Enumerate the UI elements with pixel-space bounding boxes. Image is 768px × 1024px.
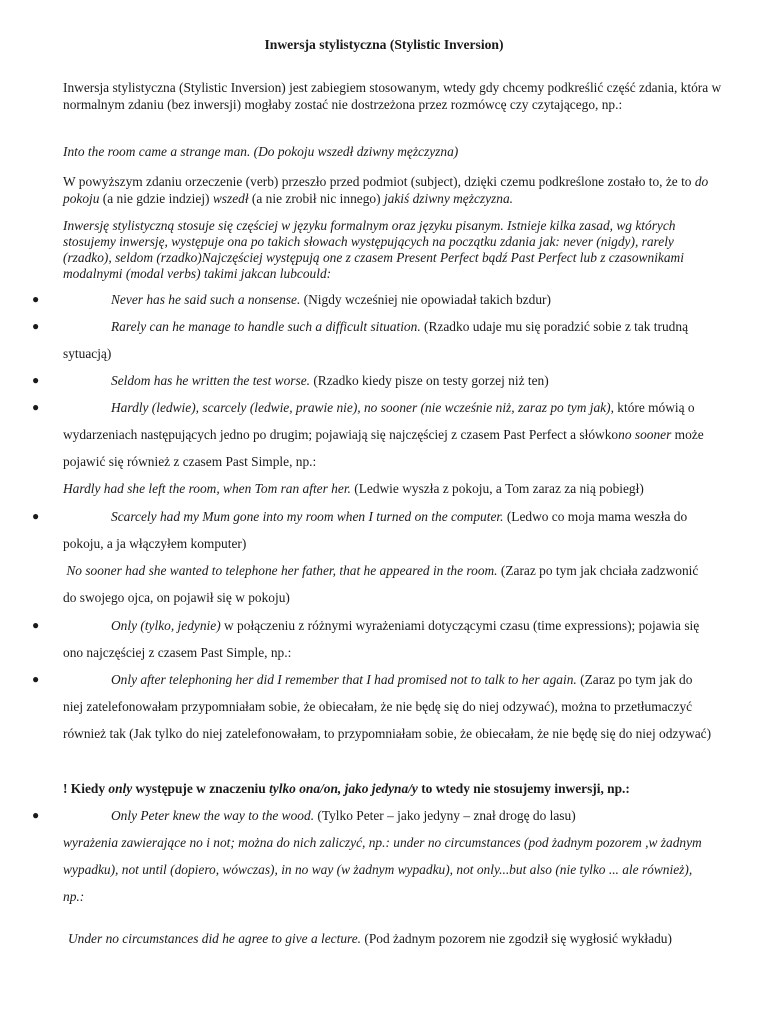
note-keyword: only: [108, 781, 133, 796]
intro-paragraph: Inwersja stylistyczna (Stylistic Inversion) jest zabiegiem stosowanym, wtedy gdy chcemy podkreślić część zdania, która w normalnym zdaniu (bez inwersji) mogłaby zostać nie dostrzeżona przez rozmówcę czy czytającego, np.:: [63, 80, 722, 112]
example-sentence: [63, 143, 723, 160]
list-item-example: Scarcely had my Mum gone into my room when I turned on the computer.: [111, 509, 504, 524]
list-item-keywords: Hardly (ledwie), scarcely (ledwie, prawie nie), no sooner (nie wcześnie niż, zaraz po tym jak): [111, 400, 611, 415]
list-item-translation: (Nigdy wcześniej nie opowiadał takich bzdur): [300, 292, 551, 307]
expl-italic-1: do pokoju: [63, 174, 709, 206]
list-item-example: Only Peter knew the way to the wood.: [111, 808, 315, 823]
bullet-dot: ●: [32, 808, 40, 822]
list-item-example-2: No sooner had she wanted to telephone her father, that he appeared in the room.: [66, 563, 498, 578]
example-text: Into the room came a strange man. (Do pokoju wszedł dziwny mężczyzna): [63, 144, 459, 159]
list-item-example: Never has he said such a nonsense.: [111, 292, 301, 307]
list-item-text: , które mówią o wydarzeniach następujących jedno po drugim; pojawiają się najczęściej z czasem Past Perfect a słówko: [63, 400, 695, 442]
list-item-translation: (Tylko Peter – jako jedyny – znał drogę do lasu): [314, 808, 576, 823]
expl-text-3: (a nie zrobił nic innego): [248, 191, 384, 206]
list-item-translation: (Ledwo co moja mama weszła do pokoju, a ja włączyłem komputer): [63, 509, 688, 551]
note-meaning: tylko ona/on, jako jedyna/y: [269, 781, 418, 796]
expl-text-1: W powyższym zdaniu orzeczenie (verb) przeszło przed podmiot (subject), dzięki czemu podkreślone zostało to, że to: [63, 174, 695, 189]
list-item-example: Hardly had she left the room, when Tom ran after her.: [63, 481, 351, 496]
list-item-example: Rarely can he manage to handle such a difficult situation.: [111, 319, 421, 334]
list-item-example: Only after telephoning her did I remember that I had promised not to talk to her again.: [111, 672, 577, 687]
bullet-dot: ●: [32, 373, 40, 387]
explanation-paragraph: [63, 173, 723, 207]
list-item-text: w połączeniu z różnymi wyrażeniami dotyczącymi czasu (time expressions); pojawia się ono najczęściej z czasem Past Simple, np.:: [63, 618, 700, 660]
bullet-dot: ●: [32, 400, 40, 414]
list-item-translation: (Zaraz po tym jak do niej zatelefonowałam przypomniałam sobie, że obiecałam, że nie będę się do niej odzywać), można to przetłumaczyć również tak (Jak tylko do niej zatelefonowałam, to przypomniałam sobie, że obiecałam, że nie będę się do niej odzywać): [63, 672, 712, 741]
list-item-keyword: Only (tylko, jedynie): [111, 618, 221, 633]
note-text-1: ! Kiedy: [63, 781, 109, 796]
list-item-text-2: może pojawić się również z czasem Past Simple, np.:: [63, 427, 704, 469]
note-text-3: to wtedy nie stosujemy inwersji, np.:: [417, 781, 630, 796]
bullet-dot: ●: [32, 319, 40, 333]
bullet-dot: ●: [32, 292, 40, 306]
expl-italic-2: wszedł: [212, 191, 249, 206]
list-item: [63, 313, 713, 367]
list-item: [63, 286, 713, 313]
list-item-translation: (Rzadko kiedy pisze on testy gorzej niż ten): [309, 373, 549, 388]
list-item-example: Seldom has he written the test worse.: [111, 373, 310, 388]
list-item: [63, 503, 713, 611]
final-example: [68, 925, 718, 952]
list-item: [63, 666, 713, 747]
note-text-2: występuje w znaczeniu: [132, 781, 270, 796]
list-item: [63, 367, 713, 394]
final-example-text: Under no circumstances did he agree to give a lecture.: [68, 931, 362, 946]
list-item-translation: (Ledwie wyszła z pokoju, a Tom zaraz za nią pobiegł): [350, 481, 644, 496]
list-item: [63, 802, 713, 910]
note-line: [63, 775, 713, 802]
list-item-extra: wyrażenia zawierające no i not; można do nich zaliczyć, np.: under no circumstances (pod żadnym pozorem ,w żadnym wypadku), not until (dopiero, wówczas), in no way (w żadnym wypadku), not only...but also (nie tylko ... ale również), np.:: [63, 835, 702, 904]
page-title: Inwersja stylistyczna (Stylistic Inversion): [264, 37, 504, 52]
rules-text: Inwersję stylistyczną stosuje się częściej w języku formalnym oraz języku pisanym. Istnieje kilka zasad, wg których stosujemy inwersję, występuje ona po takich słowach występujących na początku zdania jak: never (nigdy), rarely (rzadko), seldom (rzadko)Najczęściej występują one z czasem Present Perfect bądź Past Perfect lub z czasownikami modalnymi (modal verbs) takimi jakcan lubcould:: [63, 218, 684, 281]
expl-text-2: (a nie gdzie indziej): [99, 191, 213, 206]
bullet-dot: ●: [32, 672, 40, 686]
rules-paragraph: [63, 218, 723, 282]
expl-italic-3: jakiś dziwny mężczyzna.: [383, 191, 513, 206]
list-item-translation-2: (Zaraz po tym jak chciała zadzwonić do swojego ojca, on pojawił się w pokoju): [63, 563, 699, 605]
list-item-translation: (Rzadko udaje mu się poradzić sobie z tak trudną sytuacją): [63, 319, 689, 361]
list-item-keyword: no sooner: [618, 427, 672, 442]
list-item: [63, 612, 713, 666]
bullet-dot: ●: [32, 618, 40, 632]
list-item: [63, 394, 713, 502]
final-example-translation: (Pod żadnym pozorem nie zgodził się wygłosić wykładu): [361, 931, 672, 946]
bullet-dot: ●: [32, 509, 40, 523]
